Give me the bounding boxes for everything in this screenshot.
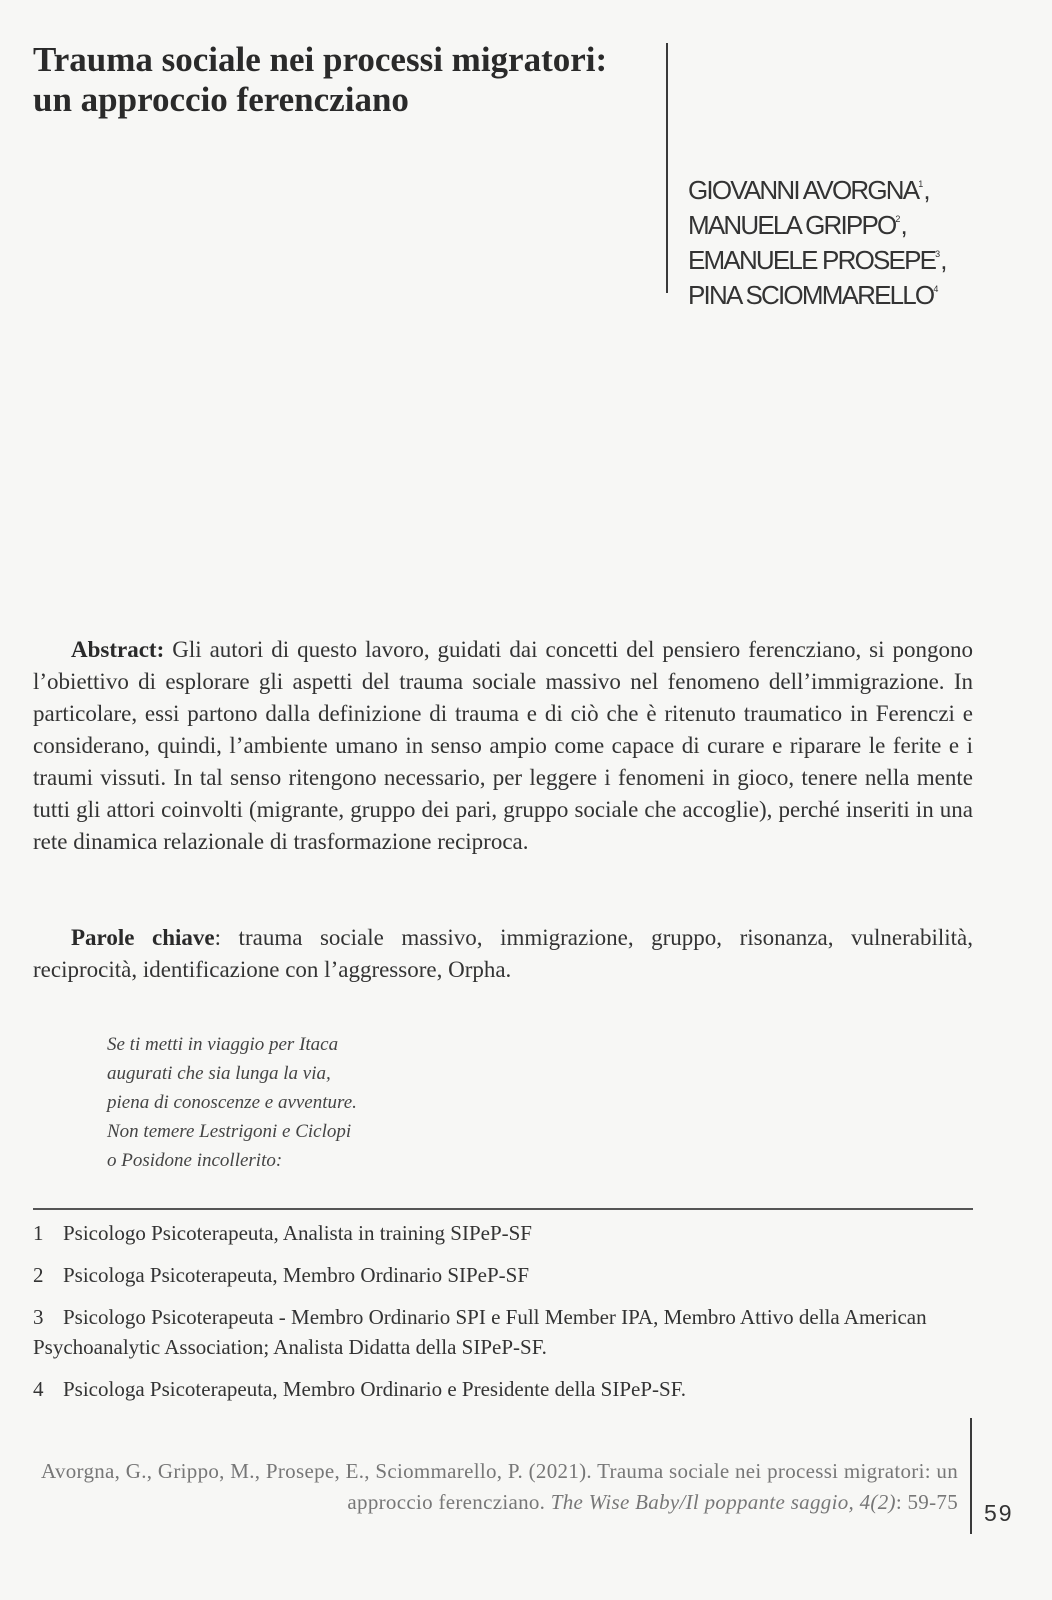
footnote-number: 3 xyxy=(33,1305,44,1329)
poem-line: piena di conoscenze e avventure. xyxy=(107,1092,357,1113)
abstract-text: Gli autori di questo lavoro, guidati dai concetti del pensiero ferencziano, si pongono l’obiettivo di esplorare gli aspetti del trauma sociale massivo nel fenomeno dell’immigrazione. In particolare, essi partono dalla definizione di trauma e di ciò che è ritenuto traumatico in Ferenczi e considerano, quindi, l’ambiente umano in senso ampio come capace di curare e riparare le ferite e i traumi vissuti. In tal senso ritengono necessario, per leggere i fenomeni in gioco, tenere nella mente tutti gli attori coinvolti (migrante, gruppo dei pari, gruppo sociale che accoglie), perché inseriti in una rete dinamica relazionale di trasformazione reciproca. xyxy=(33,637,973,854)
footnote xyxy=(33,1218,973,1248)
footnote-text: Psicologa Psicoterapeuta, Membro Ordinario e Presidente della SIPeP-SF. xyxy=(63,1377,686,1401)
footnote-number: 2 xyxy=(33,1263,44,1287)
abstract-label: Abstract: xyxy=(71,637,165,662)
keywords-label: Parole chiave xyxy=(71,925,215,950)
author-name: GIOVANNI AVORGNA$^1$, xyxy=(688,175,929,205)
page-number: 59 xyxy=(984,1500,1014,1526)
author-name: EMANUELE PROSEPE$^3$, xyxy=(688,245,946,275)
author-name: MANUELA GRIPPO$^2$, xyxy=(688,210,906,240)
poem-line: Non temere Lestrigoni e Ciclopi xyxy=(107,1121,352,1142)
article-title xyxy=(33,40,653,120)
footnote xyxy=(33,1374,973,1404)
abstract-paragraph xyxy=(33,634,973,858)
footnote-text: Psicologo Psicoterapeuta, Analista in training SIPeP-SF xyxy=(63,1221,532,1245)
footnote-number: 1 xyxy=(33,1221,44,1245)
title-divider xyxy=(666,43,668,293)
citation-journal: The Wise Baby/Il poppante saggio, 4(2) xyxy=(550,1490,896,1514)
author-name: PINA SCIOMMARELLO$^4$ xyxy=(688,280,939,310)
footnote-text: Psicologo Psicoterapeuta - Membro Ordinario SPI e Full Member IPA, Membro Attivo della American Psychoanalytic Association; Analista Didatta della SIPeP-SF. xyxy=(33,1305,927,1359)
poem-line: o Posidone incollerito: xyxy=(107,1150,283,1171)
footnote xyxy=(33,1302,973,1362)
footnote-text: Psicologa Psicoterapeuta, Membro Ordinario SIPeP-SF xyxy=(63,1263,530,1287)
citation xyxy=(33,1456,958,1518)
keywords-paragraph xyxy=(33,922,973,986)
author-list xyxy=(688,170,1048,310)
epigraph-poem xyxy=(107,1030,357,1175)
footnote-number: 4 xyxy=(33,1377,44,1401)
keywords-text: : trauma sociale massivo, immigrazione, gruppo, risonanza, vulnerabilità, reciprocità, identificazione con l’aggressore, Orpha. xyxy=(33,925,974,982)
page-number-divider xyxy=(970,1418,972,1534)
title-line-1: Trauma sociale nei processi migratori: xyxy=(33,40,608,79)
poem-line: augurati che sia lunga la via, xyxy=(107,1063,331,1084)
citation-text: Avorgna, G., Grippo, M., Prosepe, E., Sciommarello, P. (2021). Trauma sociale nei processi migratori: un approccio ferencziano. xyxy=(41,1459,958,1514)
poem-line: Se ti metti in viaggio per Itaca xyxy=(107,1034,339,1055)
title-line-2: un approccio ferencziano xyxy=(33,80,409,119)
footnote-divider xyxy=(33,1208,973,1210)
footnote xyxy=(33,1260,973,1290)
footnotes xyxy=(33,1218,973,1416)
citation-pages: : 59-75 xyxy=(895,1490,958,1514)
